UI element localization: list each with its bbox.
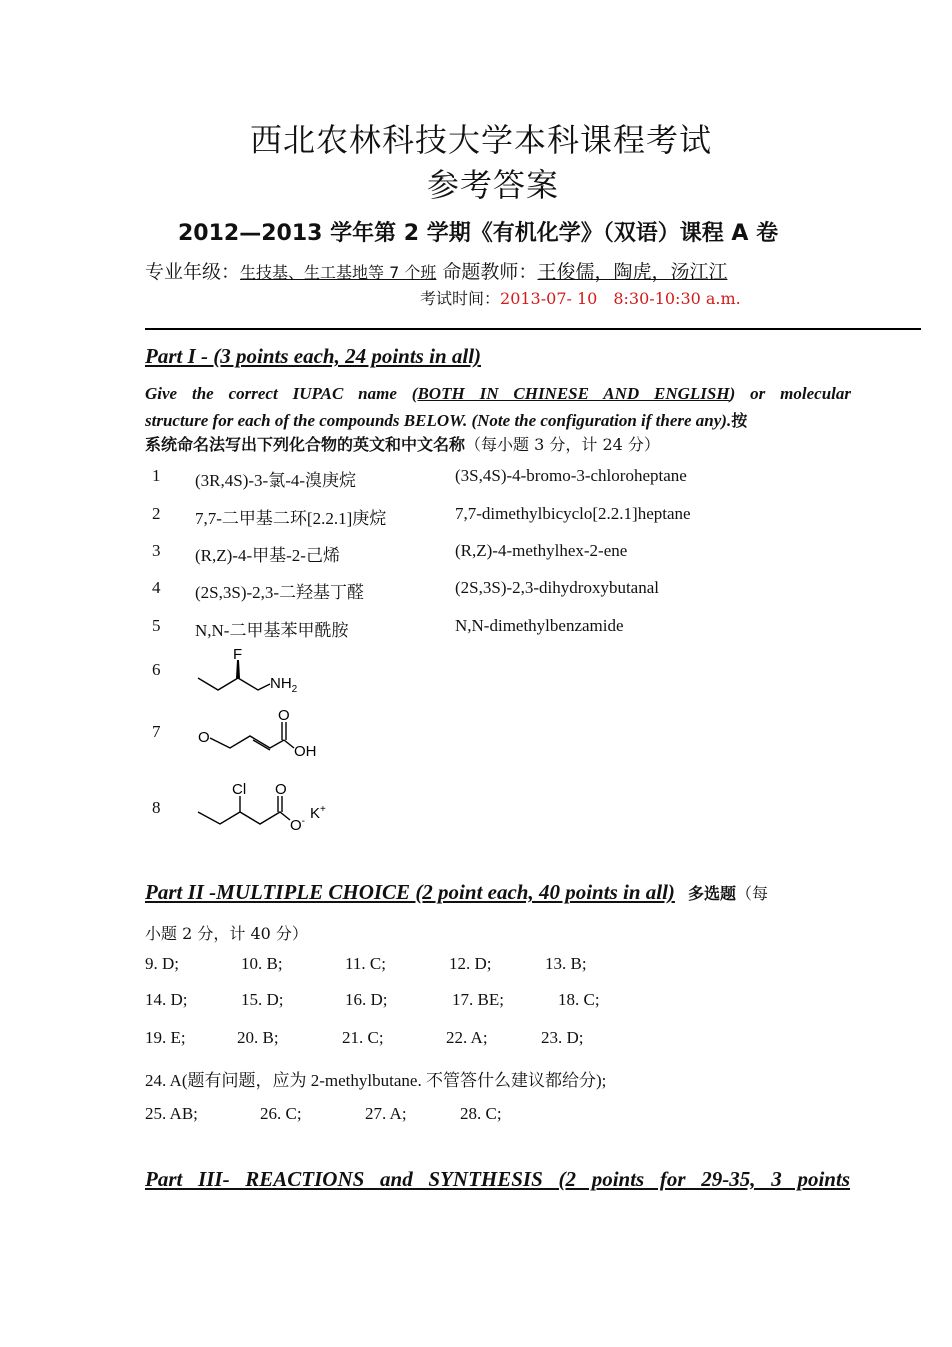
answer-item: 9. D; xyxy=(145,954,179,973)
instr-text-c: ) or molecular xyxy=(729,384,851,403)
row-number: 5 xyxy=(152,616,161,635)
row-english-name: 7,7-dimethylbicyclo[2.2.1]heptane xyxy=(455,504,691,523)
answer-item: 14. D; xyxy=(145,990,188,1009)
structure-8-potassium-chlorobutanoate xyxy=(190,778,340,838)
atom-carbonyl-oxygen: O xyxy=(275,781,287,798)
answer-item: 12. D; xyxy=(449,954,492,973)
answer-item: 20. B; xyxy=(237,1028,279,1047)
row-number: 2 xyxy=(152,504,161,523)
instr-cn-note: （每小题 3 分，计 24 分） xyxy=(465,435,660,454)
row-english-name: (2S,3S)-2,3-dihydroxybutanal xyxy=(455,578,659,597)
part1-instruction-line3 xyxy=(145,432,660,455)
instr-cn-bold: 系统命名法写出下列化合物的英文和中文名称 xyxy=(145,435,466,454)
teacher-label: 命题教师： xyxy=(442,261,538,283)
exam-time-value: 2013-07- 10 8:30-10:30 a.m. xyxy=(500,289,741,308)
hydroxyl-bond xyxy=(284,740,294,748)
instr-text-line2: structure for each of the compounds BELOW. (Note the configuration if there any). xyxy=(145,411,732,430)
row-chinese-name: (2S,3S)-2,3-二羟基丁醛 xyxy=(195,583,365,602)
part1-instruction-line1 xyxy=(145,384,851,404)
answer-item: 19. E; xyxy=(145,1028,186,1047)
teacher-value: 王俊儒，陶虎，汤江江 xyxy=(537,261,728,283)
row-number: 8 xyxy=(152,798,161,817)
row-english-name: N,N-dimethylbenzamide xyxy=(455,616,624,635)
answer-item: 22. A; xyxy=(446,1028,488,1047)
row-number: 1 xyxy=(152,466,161,485)
part2-title: Part II -MULTIPLE CHOICE (2 point each, 40 points in all) xyxy=(145,880,675,904)
row-english-name: (R,Z)-4-methylhex-2-ene xyxy=(455,541,628,560)
instr-cn-start: 按 xyxy=(731,411,748,430)
instr-text-emphasis: BOTH IN CHINESE AND ENGLISH xyxy=(417,384,730,403)
major-value: 生技基、生工基地等 7 个班 xyxy=(240,263,437,282)
atom-carbonyl-oxygen: O xyxy=(278,707,290,724)
atom-chlorine: Cl xyxy=(232,781,247,798)
part2-title-cn: 多选题 xyxy=(688,884,737,903)
double-bond xyxy=(253,740,270,750)
document-title: 西北农林科技大学本科课程考试 xyxy=(250,121,713,159)
answer-item: 28. C; xyxy=(460,1104,502,1123)
atom-amine: $NH_2$ xyxy=(270,675,298,694)
carbon-chain xyxy=(198,678,270,690)
answer-item: 15. D; xyxy=(241,990,284,1009)
structure-7-oxobutenoic-acid xyxy=(190,700,330,762)
atom-aldehyde-oxygen: O xyxy=(198,729,210,746)
answer-item: 10. B; xyxy=(241,954,283,973)
major-teacher-line xyxy=(145,257,727,284)
atom-fluorine: F xyxy=(233,646,243,663)
answer-item: 21. C; xyxy=(342,1028,384,1047)
row-number: 7 xyxy=(152,722,161,741)
row-chinese-name: (3R,4S)-3-氯-4-溴庚烷 xyxy=(195,471,357,490)
structure-6-fluoro-amine xyxy=(190,644,320,694)
part3-title: Part III- REACTIONS and SYNTHESIS (2 points for 29-35, 3 points xyxy=(145,1167,850,1191)
part2-title-line xyxy=(145,880,768,905)
atom-potassium: K+ xyxy=(310,804,326,822)
row-number: 6 xyxy=(152,660,161,679)
atom-carboxylate-oxygen: O- xyxy=(290,816,306,834)
answer-item: 17. BE; xyxy=(452,990,504,1009)
part1-instruction-line2 xyxy=(145,408,747,431)
part2-note-a: （每 xyxy=(736,884,769,903)
row-chinese-name: 7,7-二甲基二环[2.2.1]庚烷 xyxy=(195,509,387,528)
answer-item: 11. C; xyxy=(345,954,386,973)
answer-item: 18. C; xyxy=(558,990,600,1009)
part1-title: Part I - (3 points each, 24 points in all) xyxy=(145,344,482,368)
exam-time-line xyxy=(420,286,741,309)
atom-hydroxyl: OH xyxy=(294,743,317,760)
carbon-chain xyxy=(210,736,284,748)
answer-item-note: 24. A(题有问题，应为 2-methylbutane. 不管答什么建议都给分); xyxy=(145,1071,607,1090)
row-chinese-name: N,N-二甲基苯甲酰胺 xyxy=(195,621,349,640)
document-subtitle-answer-key: 参考答案 xyxy=(427,166,560,204)
answer-item: 13. B; xyxy=(545,954,587,973)
answer-item: 16. D; xyxy=(345,990,388,1009)
part2-note-b: 小题 2 分，计 40 分） xyxy=(145,924,308,943)
exam-time-label: 考试时间： xyxy=(420,289,501,308)
header-divider xyxy=(145,328,921,330)
row-english-name: (3S,4S)-4-bromo-3-chloroheptane xyxy=(455,466,687,485)
answer-item: 23. D; xyxy=(541,1028,584,1047)
row-number: 4 xyxy=(152,578,161,597)
answer-item: 26. C; xyxy=(260,1104,302,1123)
carbon-chain xyxy=(198,812,290,824)
row-chinese-name: (R,Z)-4-甲基-2-己烯 xyxy=(195,546,340,565)
course-info: 2012—2013 学年第 2 学期《有机化学》（双语）课程 A 卷 xyxy=(178,221,779,246)
major-label: 专业年级： xyxy=(145,261,241,283)
answer-item: 27. A; xyxy=(365,1104,407,1123)
instr-text-a: Give the correct IUPAC name ( xyxy=(145,384,418,403)
row-number: 3 xyxy=(152,541,161,560)
answer-item: 25. AB; xyxy=(145,1104,198,1123)
